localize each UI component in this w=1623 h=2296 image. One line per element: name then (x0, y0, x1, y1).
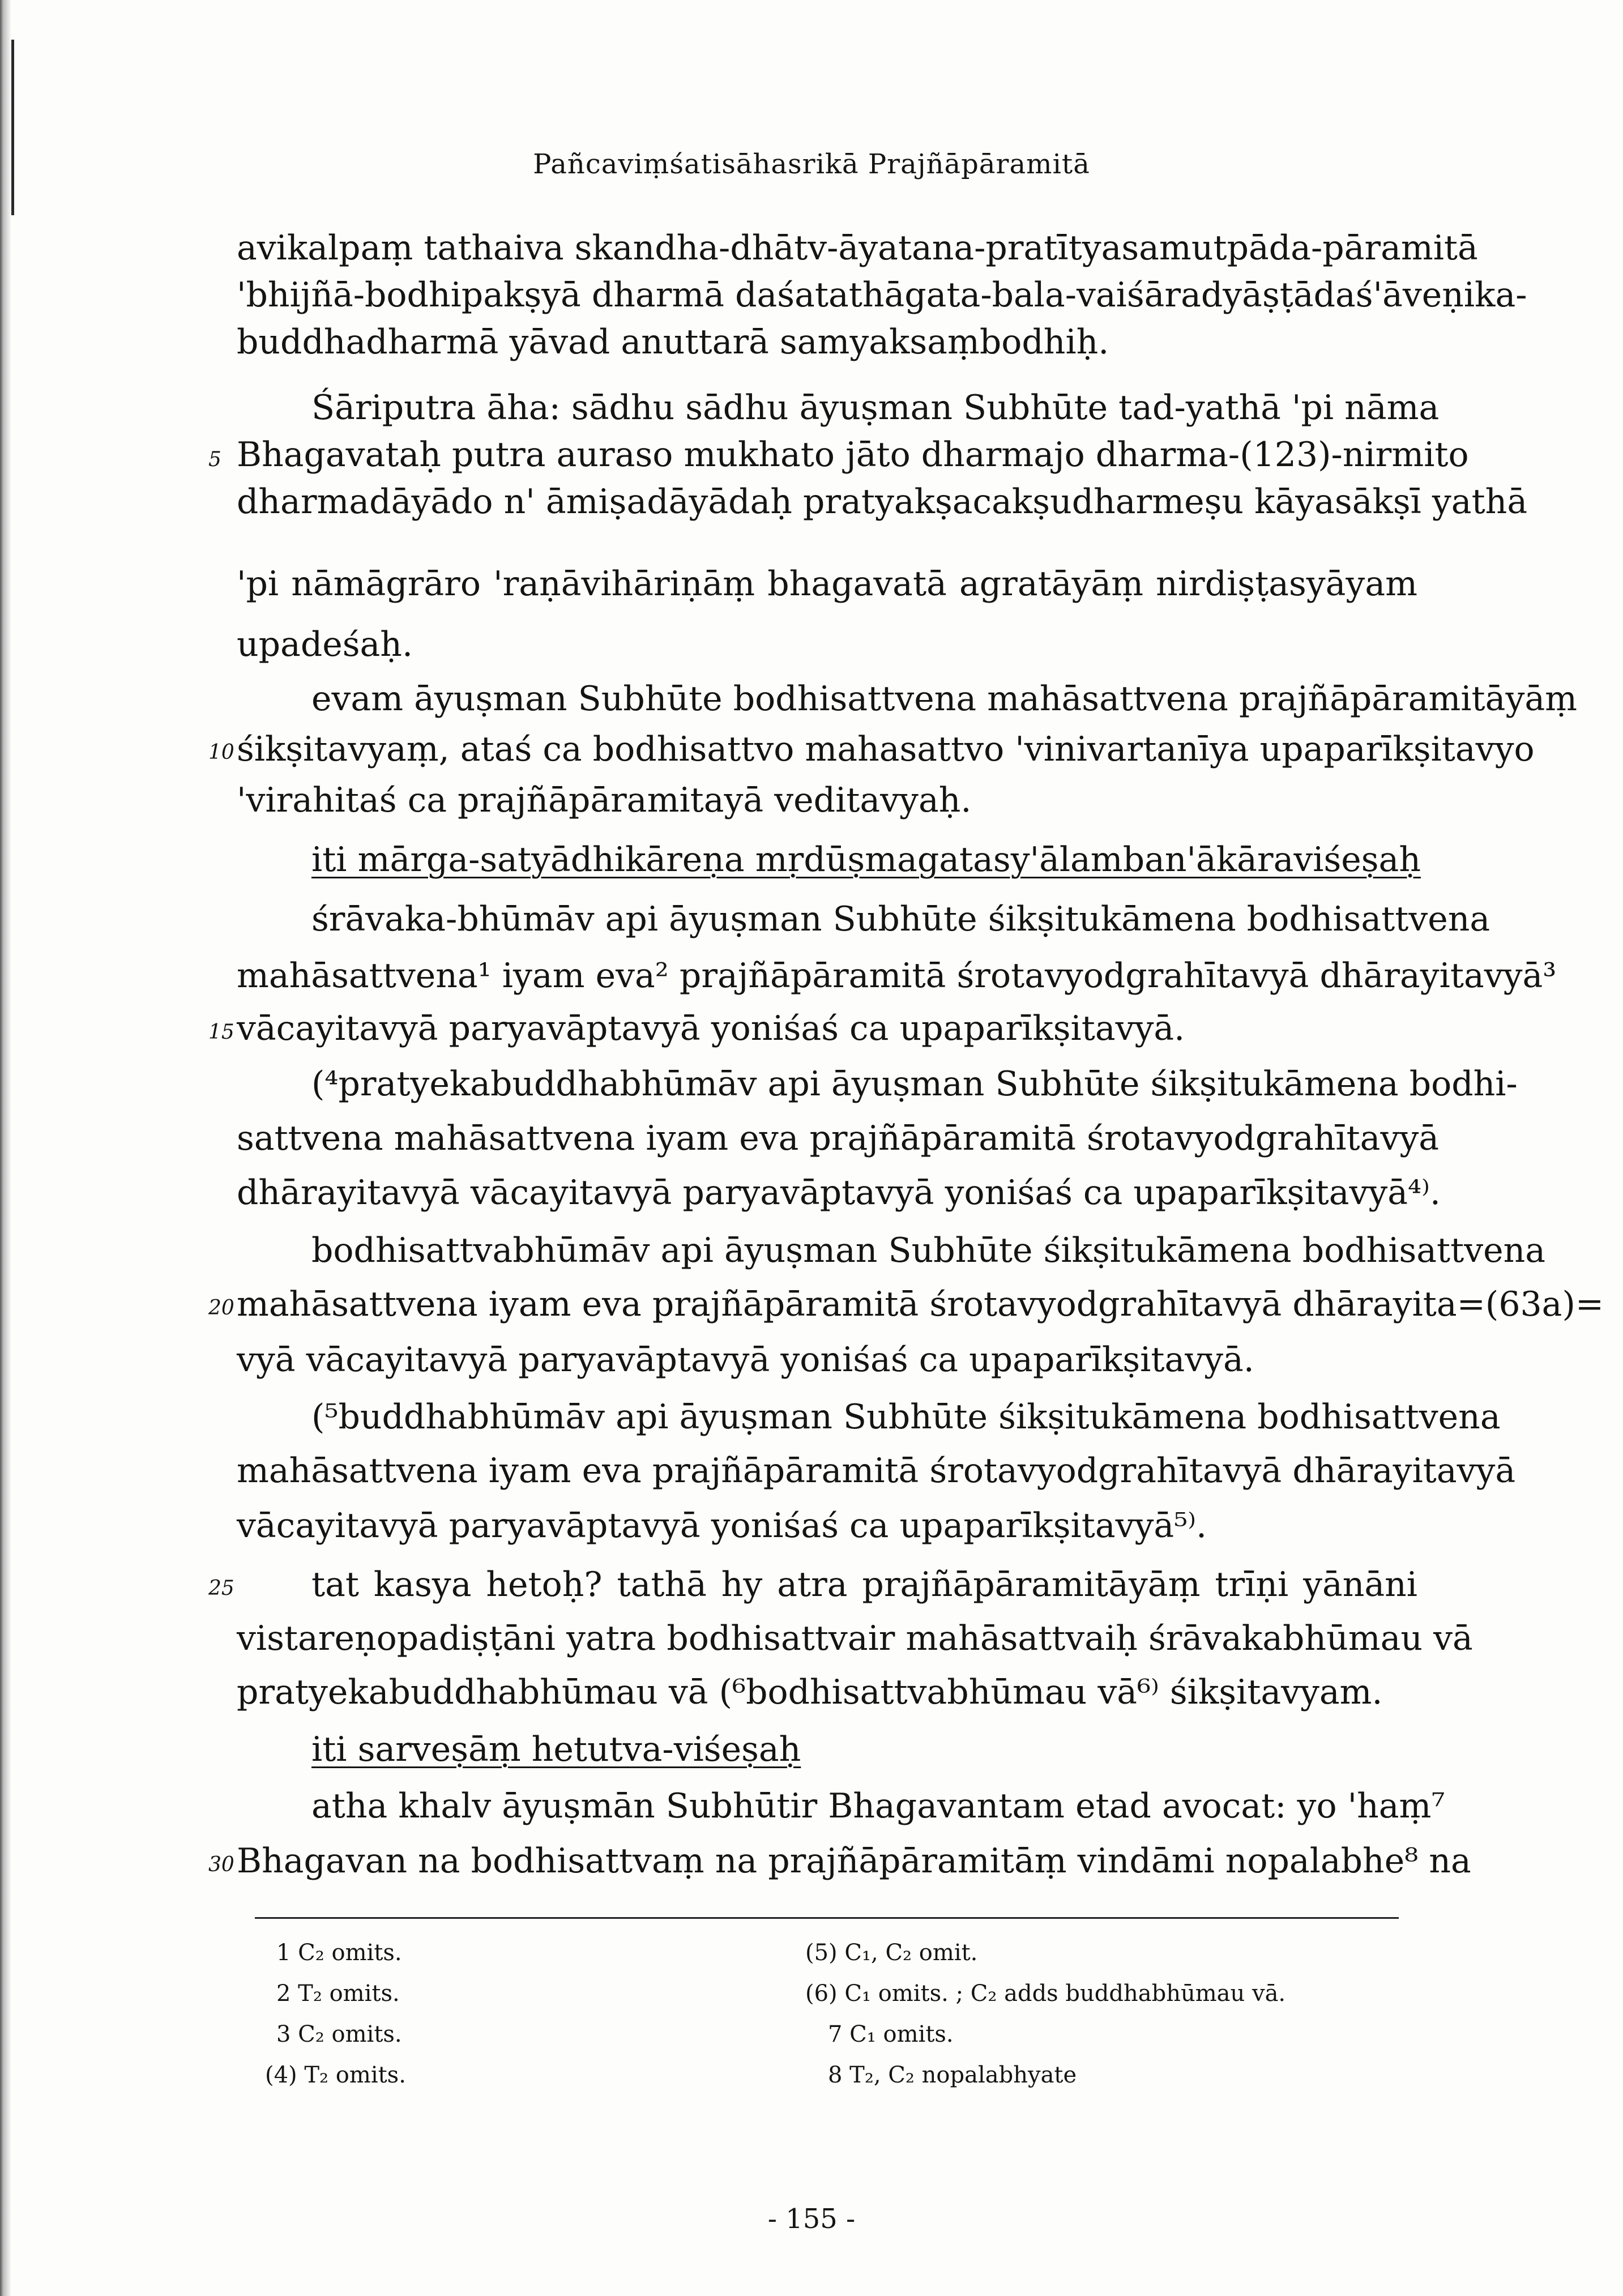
text-line: mahāsattvena iyam eva prajñāpāramitā śrotavyodgrahītavyā dhārayitavyā (237, 1451, 1516, 1491)
footnote: 2 T₂ omits. (276, 1981, 400, 2007)
text-line: dharmadāyādo n' āmiṣadāyādaḥ pratyakṣacakṣudharmeṣu kāyasākṣī yathā (237, 482, 1528, 522)
footnote: 3 C₂ omits. (276, 2021, 402, 2047)
scan-edge (0, 0, 11, 2296)
text-line: vyā vācayitavyā paryavāptavyā yoniśaś ca upaparīkṣitavyā. (237, 1340, 1254, 1380)
footnote: (6) C₁ omits. ; C₂ adds buddhabhūmau vā. (805, 1981, 1286, 2007)
footnote: 7 C₁ omits. (828, 2021, 954, 2047)
section-heading: iti sarveṣāṃ hetutva-viśeṣaḥ (311, 1730, 801, 1769)
text-line: 'bhijñā-bodhipakṣyā dharmā daśatathāgata-bala-vaiśāradyāṣṭādaś'āveṇika- (237, 275, 1527, 315)
line-number: 30 (208, 1853, 234, 1876)
text-line: mahāsattvena¹ iyam eva² prajñāpāramitā śrotavyodgrahītavyā dhārayitavyā³ (237, 956, 1557, 996)
line-number: 15 (208, 1021, 234, 1044)
line-number: 25 (208, 1577, 234, 1600)
line-number: 20 (208, 1296, 234, 1320)
line-number: 10 (208, 741, 234, 764)
text-line: bodhisattvabhūmāv api āyuṣman Subhūte śikṣitukāmena bodhisattvena (311, 1231, 1546, 1270)
text-line: Bhagavataḥ putra auraso mukhato jāto dharmajo dharma-(123)-nirmito (237, 435, 1469, 475)
text-line: 'pi nāmāgrāro 'raṇāvihāriṇāṃ bhagavatā agratāyāṃ nirdiṣṭasyāyam (237, 564, 1417, 604)
section-heading: iti mārga-satyādhikāreṇa mṛdūṣmagatasy'ālamban'ākāraviśeṣaḥ (311, 840, 1421, 880)
footnote: 1 C₂ omits. (276, 1940, 402, 1966)
text-line: śikṣitavyaṃ, ataś ca bodhisattvo mahasattvo 'vinivartanīya upaparīkṣitavyo (237, 729, 1535, 769)
page-number: - 155 - (767, 2203, 856, 2235)
footnote: 8 T₂, C₂ nopalabhyate (828, 2062, 1077, 2088)
text-line: upadeśaḥ. (237, 625, 413, 664)
running-head: Pañcaviṃśatisāhasrikā Prajñāpāramitā (533, 148, 1090, 180)
text-line: Śāriputra āha: sādhu sādhu āyuṣman Subhūte tad-yathā 'pi nāma (311, 388, 1440, 428)
text-line: Bhagavan na bodhisattvaṃ na prajñāpāramitāṃ vindāmi nopalabhe⁸ na (237, 1841, 1471, 1881)
line-number: 5 (208, 448, 221, 471)
footnote: (5) C₁, C₂ omit. (805, 1940, 978, 1966)
text-line: dhārayitavyā vācayitavyā paryavāptavyā yoniśaś ca upaparīkṣitavyā⁴⁾. (237, 1173, 1441, 1213)
text-line: vācayitavyā paryavāptavyā yoniśaś ca upaparīkṣitavyā⁵⁾. (237, 1506, 1207, 1546)
text-line: vistareṇopadiṣṭāni yatra bodhisattvair mahāsattvaiḥ śrāvakabhūmau vā (237, 1619, 1473, 1658)
text-line: tat kasya hetoḥ? tathā hy atra prajñāpāramitāyāṃ trīṇi yānāni (311, 1565, 1417, 1604)
text-line: buddhadharmā yāvad anuttarā samyaksaṃbodhiḥ. (237, 322, 1109, 362)
footnote: (4) T₂ omits. (265, 2062, 406, 2088)
text-line: pratyekabuddhabhūmau vā (⁶bodhisattvabhūmau vā⁶⁾ śikṣitavyam. (237, 1672, 1383, 1712)
text-line: śrāvaka-bhūmāv api āyuṣman Subhūte śikṣitukāmena bodhisattvena (311, 899, 1490, 939)
text-line: atha khalv āyuṣmān Subhūtir Bhagavantam etad avocat: yo 'haṃ⁷ (311, 1786, 1445, 1826)
text-line: (⁵buddhabhūmāv api āyuṣman Subhūte śikṣitukāmena bodhisattvena (311, 1397, 1501, 1437)
text-line: mahāsattvena iyam eva prajñāpāramitā śrotavyodgrahītavyā dhārayita=(63a)= (237, 1284, 1604, 1324)
text-line: evam āyuṣman Subhūte bodhisattvena mahāsattvena prajñāpāramitāyāṃ (311, 679, 1577, 719)
text-line: vācayitavyā paryavāptavyā yoniśaś ca upaparīkṣitavyā. (237, 1009, 1185, 1048)
text-line: 'virahitaś ca prajñāpāramitayā veditavyaḥ. (237, 780, 972, 820)
text-line: sattvena mahāsattvena iyam eva prajñāpāramitā śrotavyodgrahītavyā (237, 1119, 1439, 1158)
footnote-rule (255, 1917, 1399, 1919)
text-line: (⁴pratyekabuddhabhūmāv api āyuṣman Subhūte śikṣitukāmena bodhi- (311, 1064, 1518, 1104)
scan-mark (11, 40, 14, 215)
text-line: avikalpaṃ tathaiva skandha-dhātv-āyatana-pratītyasamutpāda-pāramitā (237, 228, 1478, 268)
